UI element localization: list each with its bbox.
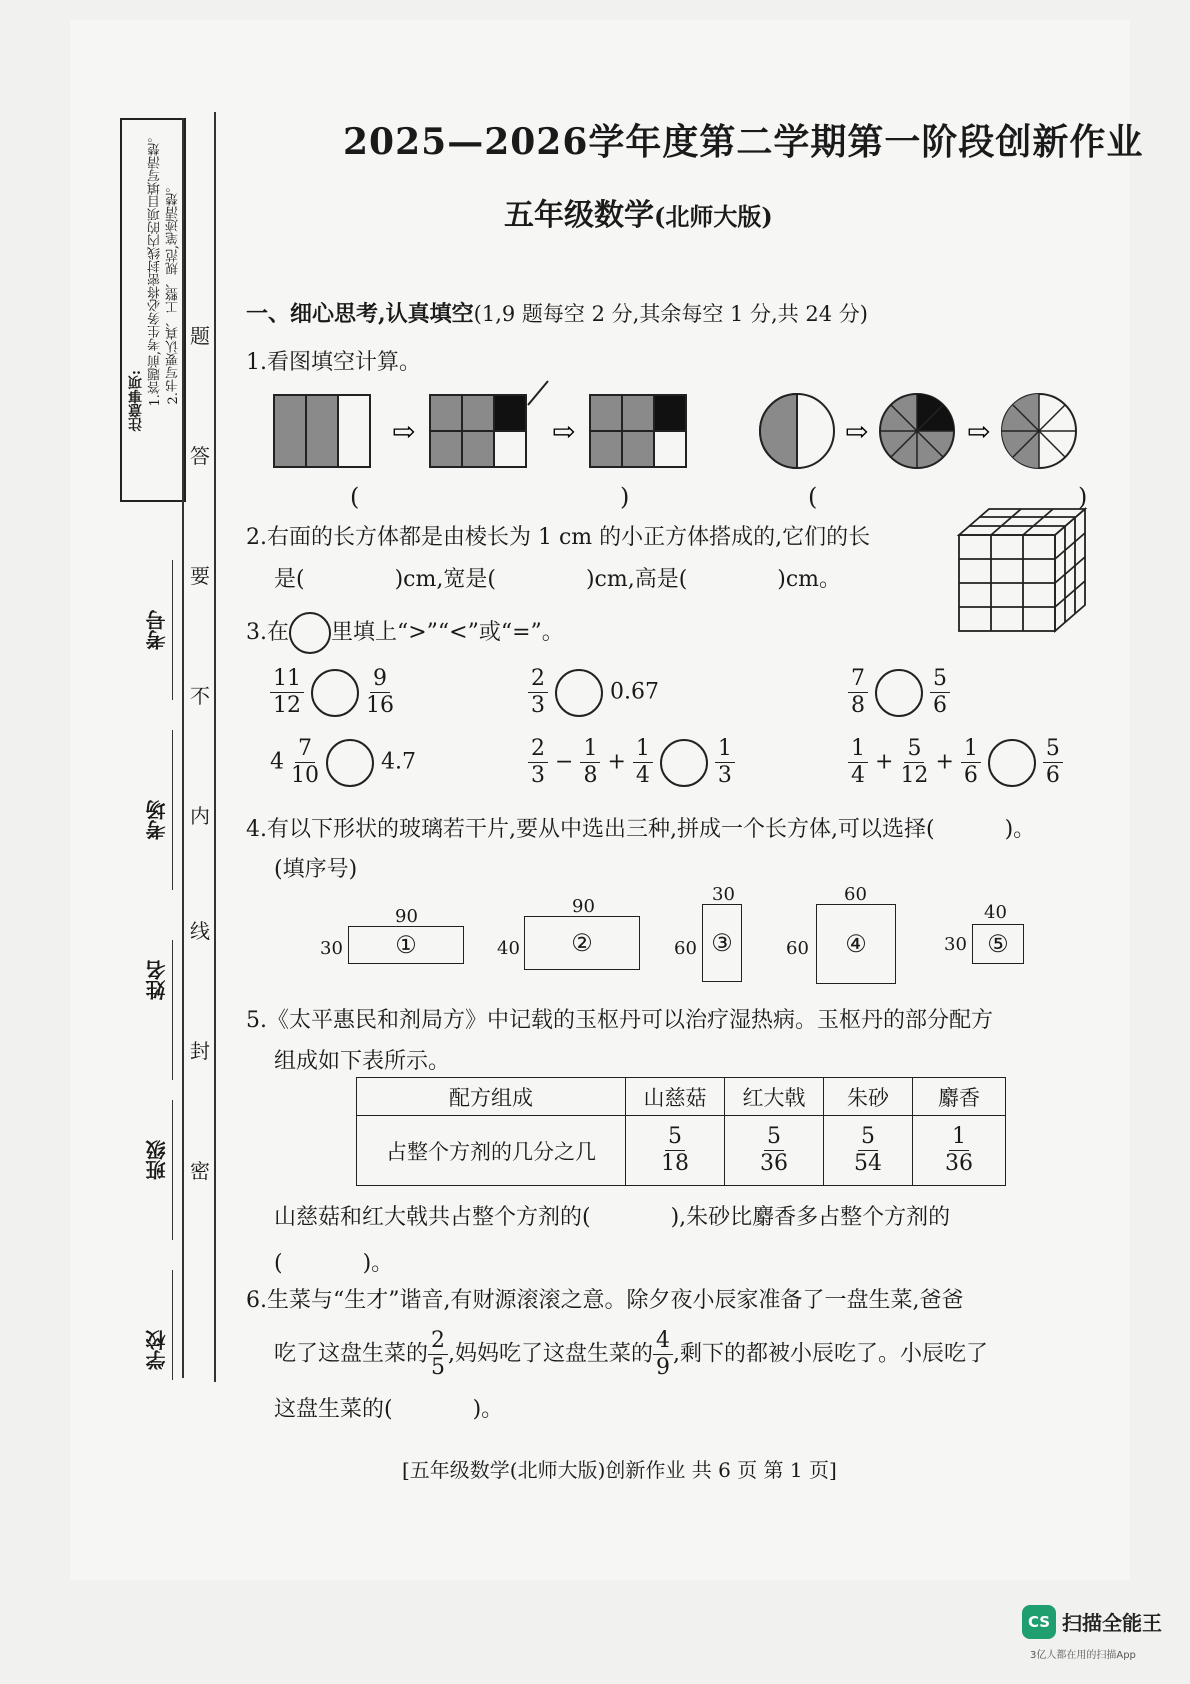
- q3-5-right-num: 1: [715, 738, 735, 763]
- camscanner-name: 扫描全能王: [1062, 1611, 1162, 1635]
- q3-6-a-num: 1: [848, 738, 868, 763]
- q3-4-left-num: 7: [295, 738, 315, 763]
- seal-char-8: 密: [190, 1159, 210, 1183]
- q3-5-c-num: 1: [633, 738, 653, 763]
- q5-answer-line1: [274, 1200, 950, 1231]
- q5-ans1: 山慈菇和红大戟共占整个方剂的(: [274, 1205, 591, 1230]
- notice-item-2: 2.书写要认真、工整、规范,笔迹清楚。: [166, 180, 181, 405]
- q3-3-answer-circle[interactable]: [875, 669, 923, 717]
- q5-th-shexiang: 麝香: [913, 1078, 1006, 1116]
- q6-line2-b: ,妈妈吃了这盘生菜的: [448, 1341, 654, 1367]
- q1-rect-a: [274, 395, 370, 467]
- q1-arrow-1: ⇨: [392, 415, 416, 448]
- shape-2-width: 90: [572, 896, 595, 917]
- q5-row-label: 占整个方剂的几分之几: [357, 1116, 626, 1186]
- q3-3-left-num: 7: [848, 668, 868, 693]
- q3-6-right-den: 6: [1045, 763, 1060, 788]
- field-name: 姓名: [145, 960, 169, 1000]
- q3-5-right-den: 3: [717, 763, 732, 788]
- q5-cell-shancigu: [626, 1116, 725, 1186]
- q5-shexiang-num: 1: [949, 1126, 969, 1151]
- q5-cell-hongdaji: [725, 1116, 824, 1186]
- field-school: 学校: [145, 1330, 169, 1370]
- field-class-line: [172, 1100, 173, 1240]
- shape-3-height: 60: [674, 938, 697, 959]
- section-1-points: (1,9 题每空 2 分,其余每空 1 分,共 24 分): [473, 302, 868, 326]
- seal-line-left: [182, 118, 184, 1378]
- section-1-heading: [246, 297, 868, 328]
- q1-circle-a: [760, 394, 834, 468]
- seal-char-3: 要: [190, 564, 210, 588]
- q3-5-op2: +: [607, 749, 626, 775]
- q6-line2-a: 吃了这盘生菜的: [274, 1341, 429, 1367]
- q3-item-3: [848, 668, 950, 717]
- field-exam-number: 考号: [145, 610, 169, 650]
- camscanner-tagline: 3亿人都在用的扫描App: [1030, 1650, 1136, 1661]
- q3-2-left-den: 3: [531, 693, 545, 718]
- q1-blank-1-close: ): [620, 483, 630, 511]
- shape-4-width: 60: [844, 884, 867, 905]
- q3-2-answer-circle[interactable]: [555, 669, 603, 717]
- q3-5-c-den: 4: [635, 763, 650, 788]
- q1-rect-c: [590, 395, 686, 467]
- seal-char-6: 线: [190, 919, 210, 943]
- q5-th-zhusha: 朱砂: [824, 1078, 913, 1116]
- shape-3-width: 30: [712, 884, 735, 905]
- q6-f2-den: 9: [656, 1355, 671, 1380]
- q3-4-answer-circle[interactable]: [326, 739, 374, 787]
- subject-title: 五年级数学: [504, 198, 654, 233]
- q6-f1-den: 5: [431, 1355, 446, 1380]
- q2-line2-b: )cm,宽是(: [394, 567, 496, 592]
- q4-text-end: )。: [1004, 817, 1036, 842]
- shape-4-id: ④: [845, 930, 867, 958]
- notice-title: 注意事项:: [128, 370, 144, 432]
- q5-zhusha-num: 5: [858, 1126, 878, 1151]
- q3-4-left-den: 10: [291, 763, 319, 788]
- q6-line2: [274, 1330, 988, 1379]
- field-exam-number-line: [172, 560, 173, 700]
- q3-6-c-den: 6: [963, 763, 978, 788]
- seal-char-5: 内: [190, 804, 210, 828]
- q3-6-b-num: 5: [904, 738, 924, 763]
- q3-1-answer-circle[interactable]: [311, 669, 359, 717]
- q3-item-1: [270, 668, 394, 717]
- q5-hongdaji-den: 36: [760, 1151, 788, 1176]
- q3-1-left-num: 11: [270, 668, 304, 693]
- q3-6-a-den: 4: [851, 763, 865, 788]
- q6-line1: 6.生菜与“生才”谐音,有财源滚滚之意。除夕夜小辰家准备了一盘生菜,爸爸: [246, 1288, 964, 1313]
- section-1-title: 一、细心思考,认真填空: [246, 301, 474, 327]
- field-class: 班级: [145, 1140, 169, 1180]
- q3-5-op1: −: [555, 749, 574, 775]
- shape-3: [702, 904, 742, 982]
- q3-4-whole: 4: [270, 749, 284, 775]
- notice-box: [120, 118, 186, 502]
- q1-arrow-4: ⇨: [967, 415, 991, 448]
- q3-sample-circle: [289, 612, 331, 654]
- q5-shexiang-den: 36: [945, 1151, 973, 1176]
- q6-f2-num: 4: [653, 1330, 673, 1355]
- q5-shancigu-den: 18: [661, 1151, 689, 1176]
- shape-5: [972, 924, 1024, 964]
- q5-shancigu-num: 5: [665, 1126, 685, 1151]
- q3-6-c-num: 1: [961, 738, 981, 763]
- page-footer: [五年级数学(北师大版)创新作业 共 6 页 第 1 页]: [402, 1458, 837, 1482]
- seal-char-1: 题: [190, 324, 210, 348]
- q5-hongdaji-num: 5: [764, 1126, 784, 1151]
- q3-6-op1: +: [875, 749, 894, 775]
- q2-line2-c: )cm,高是(: [585, 567, 688, 592]
- field-school-line: [172, 1270, 173, 1380]
- q3-6-b-den: 12: [900, 763, 929, 788]
- q5-th-hongdaji: 红大戟: [725, 1078, 824, 1116]
- notice-item-1: 1.答题前,考生务必将密封线内的项目填写清楚。: [148, 130, 163, 407]
- shape-5-id: ⑤: [987, 930, 1009, 958]
- q4-line2: (填序号): [274, 857, 358, 882]
- shape-2-id: ②: [571, 929, 593, 957]
- q3-6-right-num: 5: [1043, 738, 1063, 763]
- seal-char-2: 答: [190, 444, 210, 468]
- shape-2-height: 40: [497, 938, 520, 959]
- shape-1: [348, 926, 464, 964]
- shape-1-width: 90: [395, 906, 418, 927]
- q3-6-answer-circle[interactable]: [988, 739, 1036, 787]
- q4-line1: [246, 812, 1035, 843]
- q5-line1: 5.《太平惠民和剂局方》中记载的玉枢丹可以治疗湿热病。玉枢丹的部分配方: [246, 1008, 993, 1033]
- q5-ans2: ),朱砂比麝香多占整个方剂的: [670, 1205, 951, 1230]
- field-exam-room: 考场: [145, 800, 169, 840]
- shape-4: [816, 904, 896, 984]
- q4-text: 4.有以下形状的玻璃若干片,要从中选出三种,拼成一个长方体,可以选择(: [246, 817, 935, 842]
- q6-f1-num: 2: [428, 1330, 448, 1355]
- q2-line2-a: 是(: [274, 567, 305, 592]
- q1-blank-1-open: (: [350, 483, 360, 511]
- q3-3-left-den: 8: [851, 693, 865, 718]
- q1-figure: [262, 375, 1082, 505]
- q3-text-b: 里填上“>”“<”或“=”。: [331, 620, 564, 645]
- edition-label: (北师大版): [654, 202, 773, 231]
- q3-3-right-num: 5: [930, 668, 950, 693]
- shape-1-id: ①: [395, 931, 417, 959]
- shape-5-height: 30: [944, 934, 967, 955]
- q5-table: [356, 1077, 1006, 1186]
- q3-1-right-den: 16: [366, 693, 394, 718]
- q1-blank-2-close: ): [1078, 483, 1088, 511]
- q5-cell-shexiang: [913, 1116, 1006, 1186]
- q3-instruction: [246, 612, 564, 654]
- q1-rect-b: [430, 381, 548, 467]
- seal-char-4: 不: [190, 684, 210, 708]
- q3-3-right-den: 6: [933, 693, 947, 718]
- q2-cuboid: [955, 505, 1095, 635]
- q3-5-b-num: 1: [580, 738, 600, 763]
- q2-line2: [274, 562, 841, 593]
- q3-item-5: [528, 738, 735, 787]
- q2-line2-d: )cm。: [777, 567, 842, 592]
- field-exam-room-line: [172, 730, 173, 890]
- shape-4-height: 60: [786, 938, 809, 959]
- q1-blank-2-open: (: [808, 483, 818, 511]
- q6-line3: [274, 1392, 503, 1423]
- q2-line1: 2.右面的长方体都是由棱长为 1 cm 的小正方体搭成的,它们的长: [246, 525, 871, 550]
- seal-line-right: [214, 112, 216, 1382]
- q3-5-a-num: 2: [528, 738, 548, 763]
- q3-2-right: 0.67: [610, 679, 659, 705]
- q3-item-2: [528, 668, 659, 717]
- field-name-line: [172, 940, 173, 1080]
- q3-6-op2: +: [935, 749, 954, 775]
- q1-text: 1.看图填空计算。: [246, 350, 421, 375]
- q1-circle-b: [880, 394, 954, 468]
- q1-arrow-3: ⇨: [845, 415, 869, 448]
- q5-ans3: (: [274, 1251, 283, 1276]
- shape-5-width: 40: [984, 902, 1007, 923]
- q3-5-answer-circle[interactable]: [660, 739, 708, 787]
- shape-3-id: ③: [711, 929, 733, 957]
- exam-subtitle: [504, 190, 773, 234]
- seal-char-7: 封: [190, 1039, 210, 1063]
- q3-5-b-den: 8: [583, 763, 598, 788]
- q3-4-right: 4.7: [381, 749, 416, 775]
- q5-answer-line2: [274, 1246, 393, 1277]
- q3-item-4: [270, 738, 416, 787]
- q6-line3-a: 这盘生菜的(: [274, 1397, 393, 1422]
- q1-arrow-2: ⇨: [552, 415, 576, 448]
- q6-line3-b: )。: [472, 1397, 504, 1422]
- camscanner-logo: CS: [1022, 1605, 1056, 1639]
- shape-1-height: 30: [320, 938, 343, 959]
- q1-circle-c: [1002, 394, 1076, 468]
- shape-2: [524, 916, 640, 970]
- q3-5-a-den: 3: [531, 763, 545, 788]
- q5-zhusha-den: 54: [854, 1151, 882, 1176]
- exam-title: 2025—2026学年度第二学期第一阶段创新作业: [343, 121, 1144, 163]
- q5-ans4: )。: [362, 1251, 394, 1276]
- q3-2-left-num: 2: [528, 668, 548, 693]
- q5-th-shancigu: 山慈菇: [626, 1078, 725, 1116]
- q6-line2-c: ,剩下的都被小辰吃了。小辰吃了: [673, 1341, 989, 1367]
- q5-th-composition: 配方组成: [357, 1078, 626, 1116]
- q3-1-right-num: 9: [370, 668, 390, 693]
- q3-text-a: 3.在: [246, 620, 289, 645]
- q5-cell-zhusha: [824, 1116, 913, 1186]
- q3-1-left-den: 12: [273, 693, 301, 718]
- q3-item-6: [848, 738, 1063, 787]
- q5-line2: 组成如下表所示。: [274, 1049, 451, 1074]
